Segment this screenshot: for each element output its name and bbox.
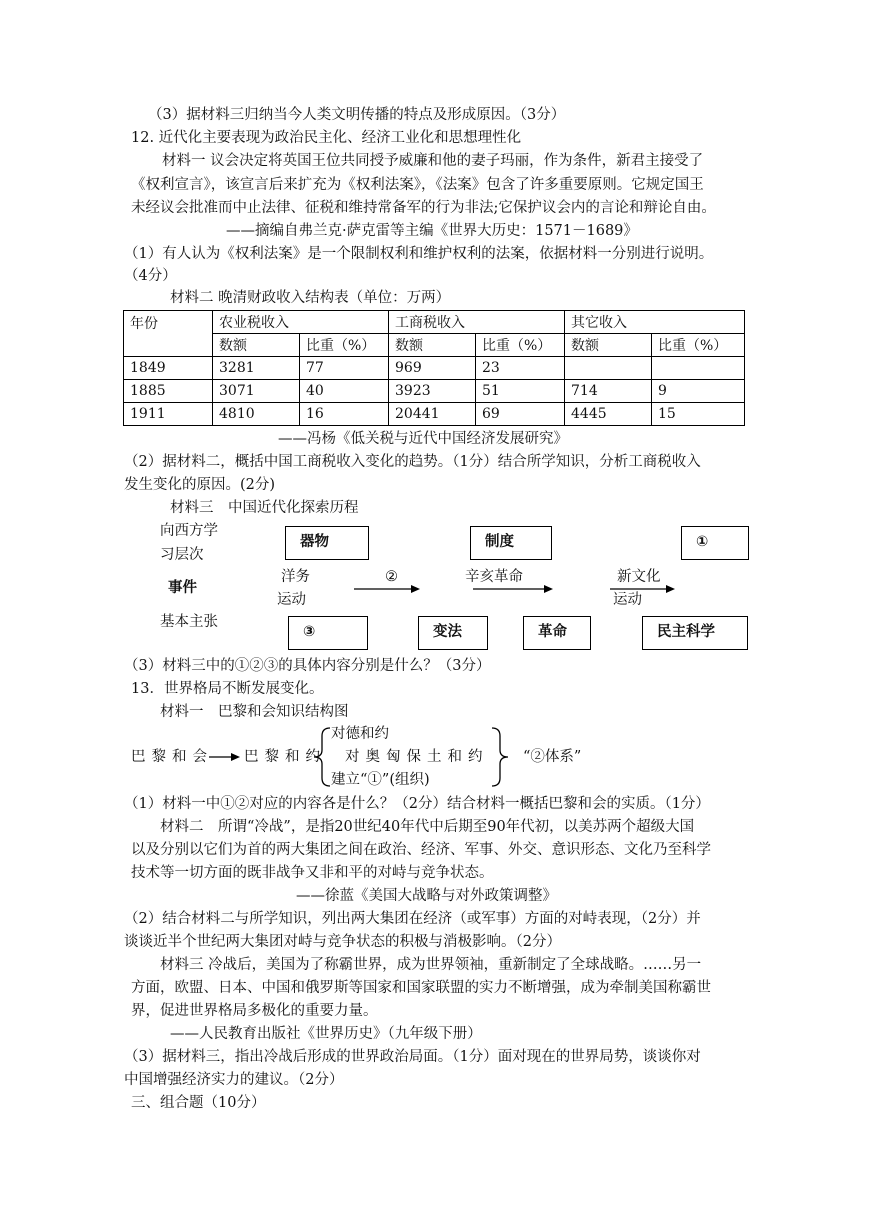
table-subheader: 数额	[389, 334, 476, 357]
material-1-source: ——摘编自弗兰克·萨克雷等主编《世界大历史：1571－1689》	[226, 223, 638, 239]
event-label: 辛亥革命	[465, 569, 523, 585]
table-header-comm: 工商税收入	[389, 311, 565, 334]
table-cell: 3281	[213, 357, 300, 380]
paris-treaty-label: 巴黎和约	[244, 749, 326, 765]
table-subheader: 比重（%）	[476, 334, 565, 357]
box-level-3: ①	[681, 526, 749, 560]
table-header-year: 年份	[124, 311, 213, 357]
table-cell: 714	[565, 380, 652, 403]
material-3-text: 方面，欧盟、日本、中国和俄罗斯等国家和国家联盟的实力不断增强，成为牵制美国称霸世	[131, 980, 711, 996]
box-level-1: 器物	[285, 526, 369, 560]
table-cell: 3071	[213, 380, 300, 403]
treaty-item: 对德和约	[331, 726, 389, 742]
table-cell: 77	[300, 357, 389, 380]
table-subheader: 比重（%）	[652, 334, 745, 357]
material-1-text: 《权利宣言》，该宣言后来扩充为《权利法案》，《法案》包含了许多重要原则。它规定国王	[131, 177, 704, 193]
box-claim-democracy: 民主科学	[642, 616, 748, 650]
diagram-row-label-event: 事件	[168, 580, 197, 596]
treaty-item: 对奥匈保土和约	[345, 749, 489, 765]
question-12-1-score: （4分）	[124, 268, 177, 284]
material-3-source: ——人民教育出版社《世界历史》（九年级下册）	[170, 1026, 482, 1042]
paris-conference-label: 巴黎和会	[131, 749, 213, 765]
material-2-text: 技术等一切方面的既非战争又非和平的对峙与竞争状态。	[131, 865, 494, 881]
material-2-source: ——徐蓝《美国大战略与对外政策调整》	[296, 888, 557, 904]
event-label: ②	[385, 569, 398, 585]
table-cell: 4810	[213, 403, 300, 426]
question-13-3: 中国增强经济实力的建议。（2分）	[124, 1072, 344, 1088]
event-label: 运动	[277, 592, 306, 608]
question-12-1: （1）有人认为《权利法案》是一个限制权利和维护权利的法案，依据材料一分别进行说明。	[124, 246, 714, 262]
table-cell: 4445	[565, 403, 652, 426]
table-cell: 1885	[124, 380, 213, 403]
material-2-text: 材料二 所谓“冷战”，是指20世纪40年代中后期至90年代初，以美苏两个超级大国	[160, 819, 695, 835]
box-claim-3: ③	[288, 616, 368, 650]
material-3-text: 材料三 冷战后，美国为了称霸世界，成为世界领袖，重新制定了全球战略。……另一	[160, 957, 702, 973]
table-subheader: 数额	[213, 334, 300, 357]
box-claim-reform: 变法	[418, 616, 488, 650]
question-12-3: （3）材料三中的①②③的具体内容分别是什么？（3分）	[124, 658, 491, 674]
treaty-item: 建立“①”(组织)	[331, 772, 430, 788]
event-label: 运动	[613, 592, 642, 608]
question-13-2: 谈谈近半个世纪两大集团对峙与竞争状态的积极与消极影响。（2分）	[124, 934, 561, 950]
question-12-title: 12. 近代化主要表现为政治民主化、经济工业化和思想理性化	[131, 130, 522, 146]
table-header-agri: 农业税收入	[213, 311, 389, 334]
table-cell: 1849	[124, 357, 213, 380]
question-13-2: （2）结合材料二与所学知识，列出两大集团在经济（或军事）方面的对峙表现，（2分）并	[124, 911, 701, 927]
table-cell: 3923	[389, 380, 476, 403]
system-label: “②体系”	[523, 749, 582, 765]
question-3-prev: （3）据材料三归纳当今人类文明传播的特点及形成原因。（3分）	[148, 107, 566, 123]
box-claim-revolution: 革命	[523, 616, 591, 650]
table-cell: 15	[652, 403, 745, 426]
material-2-source: ——冯杨《低关税与近代中国经济发展研究》	[278, 431, 568, 447]
event-label: 洋务	[281, 569, 310, 585]
material-1-title: 材料一 巴黎和会知识结构图	[160, 704, 349, 720]
diagram-row-label: 向西方学	[160, 523, 218, 539]
material-2-title: 材料二 晚清财政收入结构表（单位：万两）	[170, 290, 451, 306]
material-1-text: 未经议会批准而中止法律、征税和维持常备军的行为非法;它保护议会内的言论和辩论自由。	[131, 200, 716, 216]
section-3-title: 三、组合题（10分）	[131, 1095, 266, 1111]
table-cell: 23	[476, 357, 565, 380]
table-subheader: 比重（%）	[300, 334, 389, 357]
table-subheader: 数额	[565, 334, 652, 357]
table-cell: 16	[300, 403, 389, 426]
table-cell: 40	[300, 380, 389, 403]
question-12-2: （2）据材料二，概括中国工商税收入变化的趋势。（1分）结合所学知识，分析工商税收入	[124, 454, 701, 470]
table-cell: 51	[476, 380, 565, 403]
box-level-2: 制度	[470, 526, 552, 560]
question-13-title: 13．世界格局不断发展变化。	[131, 681, 324, 697]
table-cell: 969	[389, 357, 476, 380]
material-1-text: 材料一 议会决定将英国王位共同授予威廉和他的妻子玛丽，作为条件，新君主接受了	[162, 153, 704, 169]
table-header-other: 其它收入	[565, 311, 745, 334]
question-13-1: （1）材料一中①②对应的内容各是什么？（2分）结合材料一概括巴黎和会的实质。（1分）	[124, 796, 710, 812]
material-3-title: 材料三 中国近代化探索历程	[170, 500, 359, 516]
question-13-3: （3）据材料三，指出冷战后形成的世界政治局面。（1分）面对现在的世界局势，谈谈你对	[124, 1049, 701, 1065]
table-cell: 9	[652, 380, 745, 403]
diagram-row-label: 习层次	[160, 547, 204, 563]
question-12-2: 发生变化的原因。(2分)	[124, 477, 276, 493]
event-label: 新文化	[617, 569, 661, 585]
material-2-text: 以及分别以它们为首的两大集团之间在政治、经济、军事、外交、意识形态、文化乃至科学	[131, 842, 711, 858]
diagram-row-label: 基本主张	[160, 614, 218, 630]
table-cell: 20441	[389, 403, 476, 426]
table-cell: 1911	[124, 403, 213, 426]
table-cell: 69	[476, 403, 565, 426]
material-3-text: 界，促进世界格局多极化的重要力量。	[131, 1003, 378, 1019]
